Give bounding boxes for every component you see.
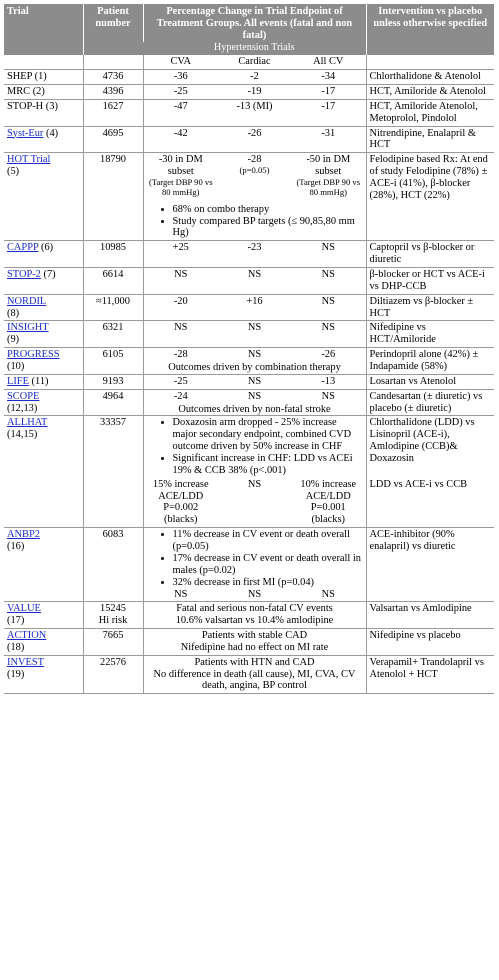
subheader-cva: CVA: [170, 56, 192, 68]
intervention: Verapamil+ Trandolapril vs Atenolol + HCT: [366, 655, 494, 694]
patient-number: 4964: [83, 389, 143, 416]
table-row-value: [4, 602, 494, 629]
cva-value: -20: [143, 294, 218, 321]
table-row-life: [4, 374, 494, 389]
patient-number: 4695: [83, 126, 143, 153]
all-cv-value: NS: [291, 241, 366, 268]
cva-note: (Target DBP 90 vs 80 mmHg): [148, 176, 213, 197]
list-item: • Doxazosin arm dropped - 25% increase major secondary endpoint, combined CVD outcome driven by 50% increase in CHF: [173, 417, 363, 453]
patient-number: 6083: [83, 528, 143, 602]
all-cv-value: -17: [291, 99, 366, 126]
trial-name: STOP-H: [7, 100, 44, 112]
list-item: • Study compared BP targets (≤ 90,85,80 mm Hg): [173, 216, 363, 240]
intervention: Losartan vs Atenolol: [366, 374, 494, 389]
patient-number: ≈11,000: [83, 294, 143, 321]
cardiac-value: NS: [218, 348, 291, 362]
outcome-note: Fatal and serious non-fatal CV events: [176, 603, 333, 615]
trial-link-invest[interactable]: INVEST: [7, 656, 44, 668]
intervention: Valsartan vs Amlodipine: [366, 602, 494, 629]
all-cv-value: -50 in DM subset: [306, 154, 351, 178]
outcome-note: Outcomes driven by combination therapy: [168, 361, 341, 373]
all-cv-value: NS: [291, 321, 366, 348]
table-row-hot-trial: [4, 153, 494, 203]
trial-link-insight[interactable]: INSIGHT: [7, 322, 49, 334]
table-row-allhat: [4, 416, 494, 478]
trial-ref: (5): [7, 166, 20, 178]
cva-value: -25: [143, 374, 218, 389]
cva-value: -24: [143, 389, 218, 403]
cva-value: -28: [143, 348, 218, 362]
outcome-note: No difference in death (all cause), MI, CVA, CV death, angina, BP control: [153, 668, 356, 692]
list-item: • 32% decrease in first MI (p=0.04): [173, 577, 363, 589]
cardiac-value: +16: [218, 294, 291, 321]
intervention: Felodipine based Rx: At end of study Felodipine (78%) ± ACE-i (41%), β-blocker (28%), HCT (22%): [366, 153, 494, 203]
patient-number: 4396: [83, 84, 143, 99]
cardiac-value: NS: [218, 389, 291, 403]
cva-value: NS: [143, 267, 218, 294]
cardiac-value: -19: [218, 84, 291, 99]
all-cv-value: NS: [321, 589, 335, 601]
table-row-insight: [4, 321, 494, 348]
trial-ref: (7): [43, 268, 56, 280]
intervention: LDD vs ACE-i vs CCB: [366, 478, 494, 528]
patient-number: 1627: [83, 99, 143, 126]
all-cv-value: NS: [291, 389, 366, 403]
all-cv-value: -31: [291, 126, 366, 153]
intervention: Captopril vs β-blocker or diuretic: [366, 241, 494, 268]
table-row-shep: [4, 70, 494, 85]
intervention: β-blocker or HCT vs ACE-i vs DHP-CCB: [366, 267, 494, 294]
trial-link-syst-eur[interactable]: Syst-Eur: [7, 127, 44, 139]
list-item: • 17% decrease in CV event or death overall in males (p=0.02): [173, 553, 363, 577]
patient-number: 9193: [83, 374, 143, 389]
cva-value: +25: [143, 241, 218, 268]
trial-link-life[interactable]: LIFE: [7, 375, 29, 387]
table-row-mrc: [4, 84, 494, 99]
table-row-nordil: [4, 294, 494, 321]
trial-ref: (16): [7, 541, 25, 552]
cardiac-value: -28: [247, 154, 262, 166]
table-row-stop-2: [4, 267, 494, 294]
outcome-note: Patients with stable CAD: [201, 630, 308, 642]
patient-number: 6321: [83, 321, 143, 348]
patient-number: 18790: [83, 153, 143, 203]
cardiac-value: NS: [247, 589, 262, 601]
intervention: Chlorthalidone (LDD) vs Lisinopril (ACE-i), Amlodipine (CCB)& Doxazosin: [366, 416, 494, 478]
header-trial: Trial: [4, 4, 83, 55]
trial-ref: (12,13): [7, 402, 38, 414]
intervention: Candesartan (± diuretic) vs placebo (± diuretic): [366, 389, 494, 416]
subheader-all-cv: All CV: [313, 56, 344, 68]
trial-link-value[interactable]: VALUE: [7, 603, 41, 615]
trial-link-anbp2[interactable]: ANBP2: [7, 529, 40, 541]
subheader-row: [4, 55, 494, 69]
trial-ref: (19): [7, 668, 25, 680]
trial-ref: (18): [7, 641, 25, 653]
intervention: Nifedipine vs HCT/Amiloride: [366, 321, 494, 348]
table-header: [4, 4, 494, 55]
patient-number: 15245: [100, 603, 126, 615]
trial-link-cappp[interactable]: CAPPP: [7, 242, 39, 254]
trial-ref: (9): [7, 334, 20, 346]
intervention: Nifedipine vs placebo: [366, 629, 494, 656]
patient-number: 33357: [83, 416, 143, 528]
trial-link-stop-2[interactable]: STOP-2: [7, 268, 41, 280]
all-cv-value: -34: [291, 70, 366, 85]
outcome-note: Patients with HTN and CAD: [194, 656, 315, 668]
outcome-note: Outcomes driven by non-fatal stroke: [178, 403, 331, 415]
patient-number: 4736: [83, 70, 143, 85]
intervention: ACE-inhibitor (90% enalapril) vs diuretic: [366, 528, 494, 602]
all-cv-value: -26: [291, 348, 366, 362]
cardiac-value: NS: [247, 478, 262, 490]
list-item: • 68% on combo therapy: [173, 204, 363, 216]
cardiac-value: NS: [218, 267, 291, 294]
intervention: Chlorthalidone & Atenolol: [366, 70, 494, 85]
cva-value: NS: [143, 321, 218, 348]
intervention: Nitrendipine, Enalapril & HCT: [366, 126, 494, 153]
cva-value: -47: [143, 99, 218, 126]
intervention: Diltiazem vs β-blocker ± HCT: [366, 294, 494, 321]
cva-value: -42: [143, 126, 218, 153]
trial-ref: (2): [32, 85, 45, 97]
intervention: HCT, Amiloride & Atenolol: [366, 84, 494, 99]
trial-ref: (3): [45, 100, 58, 112]
all-cv-note: (Target DBP 90 vs 80 mmHg): [296, 176, 361, 197]
intervention: HCT, Amiloride Atenolol, Metoprolol, Pindolol: [366, 99, 494, 126]
cardiac-value: NS: [218, 321, 291, 348]
table-body: [4, 55, 494, 694]
cardiac-value: -2: [218, 70, 291, 85]
trial-link-allhat[interactable]: ALLHAT: [7, 417, 48, 429]
patient-number: 7665: [83, 629, 143, 656]
trial-ref: (8): [7, 307, 20, 319]
all-cv-value: NS: [291, 267, 366, 294]
header-percentage-change: Percentage Change in Trial Endpoint of Treatment Groups. All events (fatal and non fatal): [143, 4, 366, 42]
cva-value: NS: [174, 589, 188, 601]
cardiac-note: (p=0.05): [239, 165, 270, 176]
header-intervention: Intervention vs placebo unless otherwise specified: [366, 4, 494, 55]
table-row-stop-h: [4, 99, 494, 126]
cardiac-value: -23: [218, 241, 291, 268]
trial-link-nordil[interactable]: NORDIL: [7, 295, 47, 307]
risk-label: Hi risk: [98, 615, 128, 627]
trial-link-scope[interactable]: SCOPE: [7, 390, 40, 402]
table-row-action: [4, 629, 494, 656]
list-item: • 11% decrease in CV event or death overall (p=0.05): [173, 529, 363, 553]
trial-name: MRC: [7, 85, 31, 97]
trial-ref: (17): [7, 615, 25, 627]
hypertension-trials-table: [4, 4, 494, 694]
cardiac-value: NS: [218, 374, 291, 389]
trial-link-action[interactable]: ACTION: [7, 630, 47, 642]
patient-number: 10985: [83, 241, 143, 268]
trial-ref: (6): [41, 242, 54, 254]
outcome-note: 10.6% valsartan vs 10.4% amlodipine: [175, 615, 334, 627]
outcome-note: Nifedipine had no effect on MI rate: [180, 641, 329, 653]
subheader-cardiac: Cardiac: [238, 56, 271, 68]
table-row-anbp2: [4, 528, 494, 590]
list-item: • Significant increase in CHF: LDD vs ACEi 19% & CCB 38% (p<.001): [173, 453, 363, 477]
all-cv-value: NS: [291, 294, 366, 321]
trial-ref: (11): [31, 375, 49, 387]
cardiac-value: -26: [218, 126, 291, 153]
header-hypertension-trials: Hypertension Trials: [143, 42, 366, 56]
trial-link-hot-trial[interactable]: HOT Trial: [7, 154, 51, 166]
table-row-progress: [4, 348, 494, 362]
cva-value: -25: [143, 84, 218, 99]
trial-ref: (1): [34, 71, 47, 83]
patient-number: 22576: [83, 655, 143, 694]
table-row-cappp: [4, 241, 494, 268]
all-cv-value: -17: [291, 84, 366, 99]
intervention: Perindopril alone (42%) ± Indapamide (58%): [366, 348, 494, 375]
cva-value: -36: [143, 70, 218, 85]
all-cv-value: -13: [291, 374, 366, 389]
table-row-scope: [4, 389, 494, 403]
table-row-hot-notes: [4, 203, 494, 241]
patient-number: 6105: [83, 348, 143, 375]
cardiac-value: -13 (MI): [218, 99, 291, 126]
trial-ref: (4): [45, 127, 59, 139]
all-cv-value: 10% increase ACE/LDD P=0.001 (blacks): [300, 478, 357, 526]
header-patient-number: Patient number: [83, 4, 143, 55]
table-row-syst-eur: [4, 126, 494, 153]
table-row-invest: [4, 655, 494, 694]
trial-link-progress[interactable]: PROGRESS: [7, 349, 60, 361]
cva-value: 15% increase ACE/LDD P=0.002 (blacks): [152, 478, 209, 526]
patient-number: 6614: [83, 267, 143, 294]
trial-name: SHEP: [7, 71, 33, 83]
trial-ref: (14,15): [7, 429, 38, 441]
cva-value: -30 in DM subset: [158, 154, 203, 178]
trial-ref: (10): [7, 360, 25, 372]
